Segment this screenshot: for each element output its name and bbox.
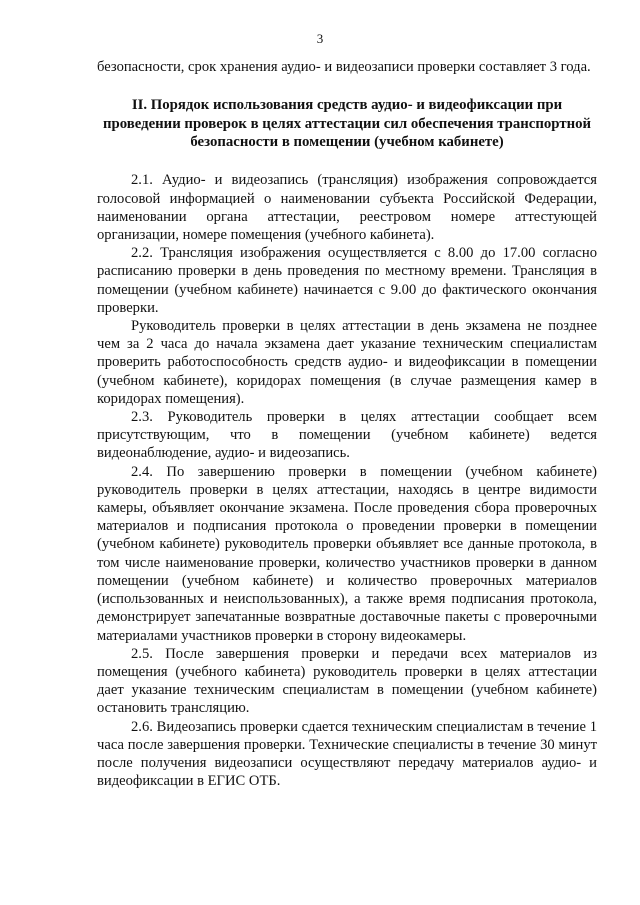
paragraph-2-1: 2.1. Аудио- и видеозапись (трансляция) изображения сопровождается голосовой информацией о наименовании субъекта Российской Федерации, наименовании органа аттестации, реестровом номере аттестующей организации, номере помещения (учебного кабинета). [97,172,597,244]
intro-paragraph: безопасности, срок хранения аудио- и видеозаписи проверки составляет 3 года. [97,59,591,75]
page-number: 3 [316,31,324,46]
paragraph-supervisor: Руководитель проверки в целях аттестации в день экзамена не позднее чем за 2 часа до начала экзамена дает указание техническим специалистам проверить работоспособность средств аудио- и видеофиксации в помещении (учебном кабинете), коридорах помещения (в случае размещения камер в коридорах помещения). [97,318,597,407]
paragraph-2-3: 2.3. Руководитель проверки в целях аттестации сообщает всем присутствующим, что в помещении (учебном кабинете) ведется видеонаблюдение, аудио- и видеозапись. [97,409,597,462]
paragraph-2-4: 2.4. По завершению проверки в помещении (учебном кабинете) руководитель проверки в целях аттестации, находясь в центре видимости камеры, объявляет окончание экзамена. После проведения сбора проверочных материалов и подписания протокола о проведении проверки в помещении (учебном кабинете) руководитель проверки объявляет все данные протокола, в том числе наименование проверки, количество участников проверки в данном помещении (учебном кабинете) и количество проверочных материалов (использованных и неиспользованных), а также время подписания протокола, демонстрирует запечатанные возвратные доставочные пакеты с проверочными материалами участников проверки в сторону видеокамеры. [97,463,597,644]
paragraph-2-2: 2.2. Трансляция изображения осуществляется с 8.00 до 17.00 согласно расписанию проверки в день проведения по местному времени. Трансляция в помещении (учебном кабинете) начинается с 9.00 до фактического окончания проверки. [97,245,597,316]
section-heading: II. Порядок использования средств аудио- и видеофиксации при проведении проверок в целях аттестации сил обеспечения транспортной безопасности в помещении (учебном кабинете) [102,97,592,151]
paragraph-2-6: 2.6. Видеозапись проверки сдается техническим специалистам в течение 1 часа после завершения проверки. Технические специалисты в течение 30 минут после получения видеозаписи осуществляют передачу материалов аудио- и видеофиксации в ЕГИС ОТБ. [97,718,597,790]
paragraph-2-5: 2.5. После завершения проверки и передачи всех материалов из помещения (учебного кабинета) руководитель проверки в целях аттестации дает указание техническим специалистам в помещении (учебном кабинете) остановить трансляцию. [97,645,597,717]
document-body [97,58,597,790]
